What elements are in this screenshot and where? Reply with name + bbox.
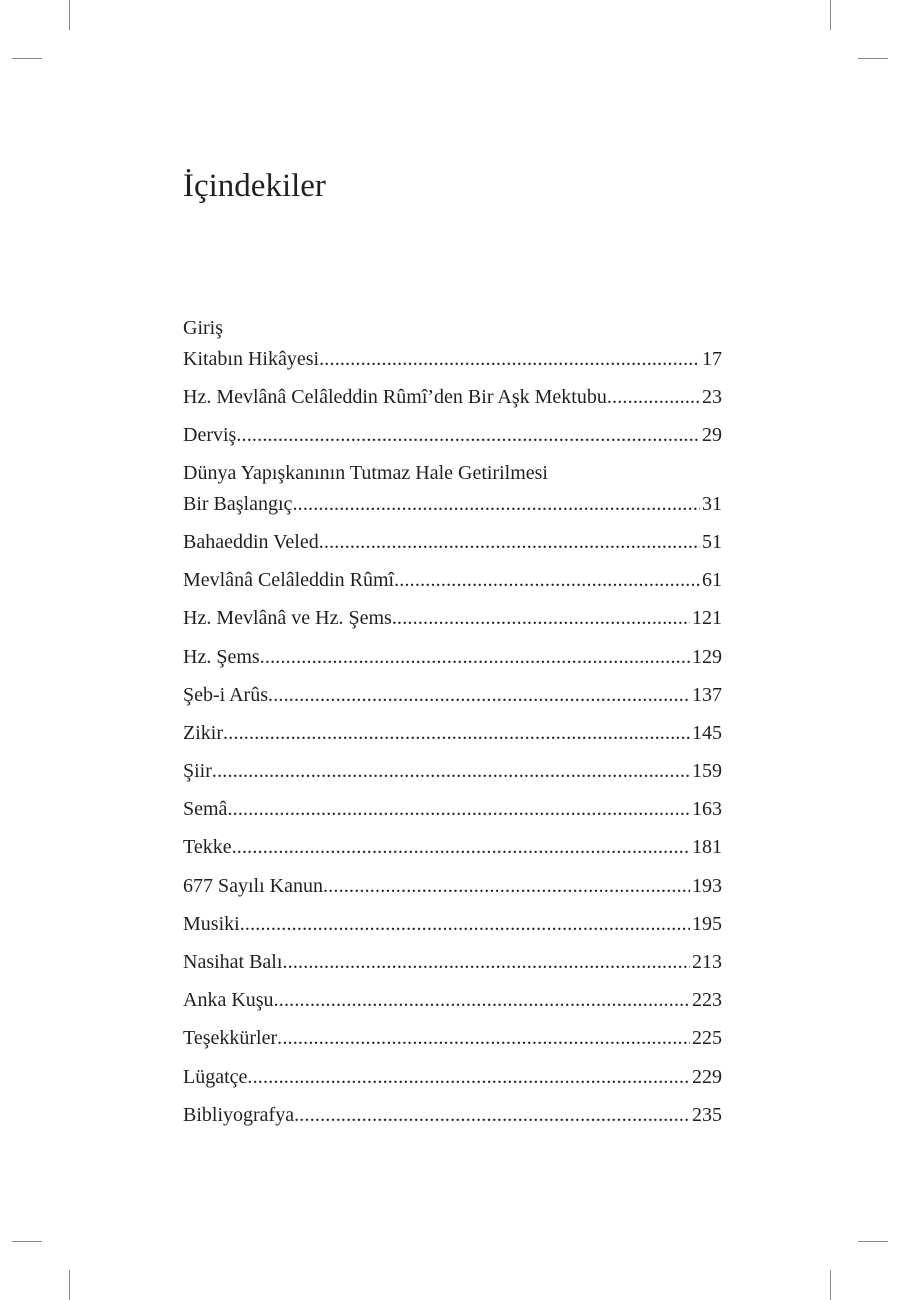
toc-page-number: 23 (702, 385, 722, 408)
toc-page-number: 121 (692, 607, 722, 630)
toc-entry-label: Mevlânâ Celâleddin Rûmî (183, 569, 395, 592)
toc-line (183, 382, 722, 413)
crop-mark-right-top (858, 58, 888, 59)
crop-mark-left-bottom (12, 1241, 42, 1242)
toc-entry[interactable] (183, 313, 722, 374)
toc-entry[interactable] (183, 565, 722, 596)
toc-leader-dots (607, 382, 700, 413)
toc-leader-dots (392, 603, 690, 634)
toc-line (183, 985, 722, 1016)
toc-section-heading: Giriş (183, 317, 223, 339)
toc-leader-dots (282, 947, 690, 978)
toc-page-number: 129 (692, 645, 722, 668)
toc-entry-label: Hz. Şems (183, 645, 260, 668)
toc-page-number: 159 (692, 760, 722, 783)
toc-line (183, 832, 722, 863)
toc-page-number: 181 (692, 836, 722, 859)
toc-line (183, 344, 722, 375)
toc-entry[interactable] (183, 718, 722, 749)
toc-line (183, 420, 722, 451)
toc-leader-dots (232, 832, 690, 863)
toc-entry-label: Tekke (183, 836, 232, 859)
toc-entry[interactable] (183, 642, 722, 673)
toc-entry-label: Lügatçe (183, 1065, 248, 1088)
toc-entry-label: 677 Sayılı Kanun (183, 874, 323, 897)
toc-entry[interactable] (183, 947, 722, 978)
toc-entry[interactable] (183, 420, 722, 451)
toc-page-number: 51 (702, 530, 722, 553)
toc-entry-label: Teşekkürler (183, 1027, 278, 1050)
toc-line (183, 1062, 722, 1093)
toc-leader-dots (212, 756, 690, 787)
table-of-contents (183, 313, 722, 1138)
toc-line (183, 565, 722, 596)
toc-page-number: 193 (692, 874, 722, 897)
toc-entry-label: Musiki (183, 912, 240, 935)
toc-entry-label: Derviş (183, 423, 237, 446)
toc-entry[interactable] (183, 756, 722, 787)
toc-page-number: 29 (702, 423, 722, 446)
crop-mark-bottom-right (830, 1270, 831, 1300)
toc-entry-label: Anka Kuşu (183, 989, 274, 1012)
toc-line (183, 1100, 722, 1131)
toc-entry[interactable] (183, 794, 722, 825)
toc-entry[interactable] (183, 603, 722, 634)
toc-leader-dots (274, 985, 690, 1016)
toc-entry[interactable] (183, 1023, 722, 1054)
toc-leader-dots (268, 680, 690, 711)
toc-page-number: 17 (702, 347, 722, 370)
toc-page-number: 223 (692, 989, 722, 1012)
toc-line (183, 603, 722, 634)
toc-leader-dots (227, 794, 690, 825)
toc-page-number: 225 (692, 1027, 722, 1050)
toc-leader-dots (247, 1062, 690, 1093)
toc-line (183, 1023, 722, 1054)
toc-entry-label: Nasihat Balı (183, 951, 283, 973)
toc-entry-label: Bir Başlangıç (183, 492, 293, 515)
toc-entry[interactable] (183, 1100, 722, 1131)
toc-entry[interactable] (183, 1062, 722, 1093)
toc-section-heading: Dünya Yapışkanının Tutmaz Hale Getirilmesi (183, 462, 548, 485)
toc-entry[interactable] (183, 382, 722, 413)
crop-mark-top-left (69, 0, 70, 30)
toc-leader-dots (323, 871, 690, 902)
toc-line (183, 909, 722, 940)
toc-page-number: 213 (692, 951, 722, 973)
toc-entry-label: Zikir (183, 721, 223, 744)
toc-entry[interactable] (183, 680, 722, 711)
toc-page-number: 195 (692, 912, 722, 935)
toc-line (183, 527, 722, 558)
toc-line (183, 489, 722, 520)
toc-entry-label: Hz. Mevlânâ ve Hz. Şems (183, 607, 392, 630)
toc-entry[interactable] (183, 909, 722, 940)
toc-line (183, 756, 722, 787)
toc-entry[interactable] (183, 871, 722, 902)
crop-mark-right-bottom (858, 1241, 888, 1242)
toc-page-number: 31 (702, 492, 722, 515)
toc-entry-label: Şiir (183, 760, 212, 783)
toc-line (183, 718, 722, 749)
crop-mark-top-right (830, 0, 831, 30)
toc-page-number: 235 (692, 1103, 722, 1126)
toc-leader-dots (223, 718, 690, 749)
toc-entry-label: Semâ (183, 798, 228, 821)
toc-leader-dots (319, 527, 700, 558)
page-title: İçindekiler (183, 168, 326, 204)
toc-entry[interactable] (183, 527, 722, 558)
crop-mark-left-top (12, 58, 42, 59)
toc-entry-label: Kitabın Hikâyesi (183, 347, 320, 370)
toc-entry[interactable] (183, 985, 722, 1016)
toc-page-number: 145 (692, 721, 722, 744)
toc-line (183, 680, 722, 711)
toc-page-number: 229 (692, 1065, 722, 1088)
toc-leader-dots (294, 1100, 690, 1131)
toc-leader-dots (260, 642, 690, 673)
toc-line (183, 642, 722, 673)
toc-entry-label: Hz. Mevlânâ Celâleddin Rûmî’den Bir Aşk Mektubu (183, 385, 607, 408)
toc-leader-dots (240, 909, 690, 940)
toc-leader-dots (277, 1023, 690, 1054)
toc-line (183, 947, 722, 978)
toc-entry[interactable] (183, 832, 722, 863)
toc-entry-label: Bahaeddin Veled (183, 530, 319, 553)
toc-page-number: 61 (702, 569, 722, 592)
crop-mark-bottom-left (69, 1270, 70, 1300)
toc-leader-dots (319, 344, 700, 375)
toc-entry[interactable] (183, 458, 722, 519)
toc-entry-label: Bibliyografya (183, 1103, 295, 1126)
toc-leader-dots (394, 565, 700, 596)
toc-page-number: 163 (692, 798, 722, 821)
toc-line (183, 871, 722, 902)
toc-leader-dots (292, 489, 700, 520)
toc-page-number: 137 (692, 683, 722, 706)
toc-leader-dots (236, 420, 700, 451)
toc-entry-label: Şeb-i Arûs (183, 683, 268, 706)
toc-line (183, 794, 722, 825)
